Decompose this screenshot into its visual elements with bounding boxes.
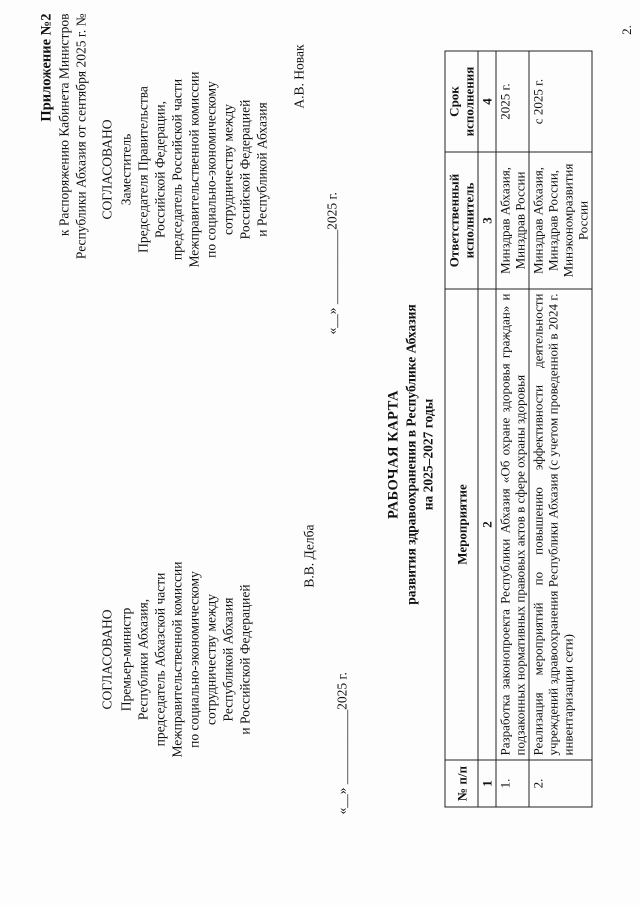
annex-line-1: к Распоряжению Кабинета Министров [56, 13, 72, 237]
column-index: 2 [478, 289, 496, 760]
approval-right-line: сотрудничеству между [220, 104, 236, 235]
approval-left-line: Республики Абхазия, [135, 598, 151, 721]
approval-right-line: и Республикой Абхазия [254, 102, 270, 237]
approval-right-heading: СОГЛАСОВАНО [99, 119, 115, 220]
annex-line-2: Республики Абхазия от сентября 2025 г. № [73, 13, 89, 260]
annex-title: Приложение №2 [38, 13, 55, 122]
signatory-name-right: А.В. Новак [291, 44, 307, 109]
header-action: Мероприятие [445, 289, 478, 760]
table-header-row [445, 51, 478, 807]
approval-left-line: Премьер-министр [118, 607, 134, 712]
approval-left-line: председатель Абхазской части [152, 572, 168, 747]
header-deadline: Срок исполнения [445, 51, 478, 152]
approval-right-line: Межправительственной комиссии [186, 71, 202, 268]
approval-left-heading: СОГЛАСОВАНО [99, 609, 115, 710]
work-map-table [445, 51, 593, 808]
header-number: № п/п [445, 760, 478, 807]
table-row [496, 51, 529, 807]
approval-right-line: Заместитель [118, 133, 134, 206]
row-number: 2. [529, 760, 592, 807]
row-deadline: 2025 г. [496, 51, 529, 152]
column-index: 1 [478, 760, 496, 807]
approval-left-line: по социально-экономическому [186, 571, 202, 748]
approval-left-line: сотрудничеству между [203, 594, 219, 725]
document-title [386, 195, 437, 715]
row-responsible: Минздрав Абхазия, Минздрав России [496, 152, 529, 289]
approval-right [99, 45, 271, 295]
approval-left [99, 535, 254, 785]
row-action: Реализация мероприятий по повышению эффективности деятельности учреждений здравоохранения Республики Абхазия (с учетом проведенной в 2024 г. инвентаризации сети) [529, 289, 592, 760]
table-column-number-row [478, 51, 496, 807]
signature-left [301, 525, 351, 815]
approval-right-line: Российской Федерации, [152, 100, 168, 239]
title-line-1: РАБОЧАЯ КАРТА [385, 389, 402, 520]
approval-left-line: Республикой Абхазия [220, 597, 236, 722]
signatory-name-left: В.В. Делба [301, 524, 317, 588]
column-index: 3 [478, 152, 496, 289]
signature-right [291, 45, 341, 335]
title-line-2: развития здравоохранения в Республике Абхазия [403, 304, 419, 605]
title-line-3: на 2025–2027 годы [420, 398, 436, 511]
column-index: 4 [478, 51, 496, 152]
annex-header [39, 14, 90, 434]
approval-left-line: Межправительственной комиссии [169, 561, 185, 758]
rotated-sheet [1, 0, 640, 905]
row-action: Разработка законопроекта Республики Абхазия «Об охране здоровья граждан» и подзаконных нормативных правовых актов в сфере охраны здоровья [496, 289, 529, 760]
approval-right-line: Российской Федерацией [237, 99, 253, 240]
approval-left-line: и Российской Федерацией [237, 584, 253, 735]
page-number: 2. [618, 25, 634, 35]
date-line-left: «__» ___________2025 г. [334, 672, 350, 815]
header-responsible: Ответственный исполнитель [445, 152, 478, 289]
date-line-right: «__» ___________2025 г. [324, 192, 340, 335]
row-deadline: с 2025 г. [529, 51, 592, 152]
table-row [529, 51, 592, 807]
row-number: 1. [496, 760, 529, 807]
approval-right-line: по социально-экономическому [203, 81, 219, 258]
approval-right-line: Председателя Правительства [135, 86, 151, 253]
approval-right-line: председатель Российской части [169, 78, 185, 261]
row-responsible: Минздрав Абхазия, Минздрав России, Минэкономразвития России [529, 152, 592, 289]
